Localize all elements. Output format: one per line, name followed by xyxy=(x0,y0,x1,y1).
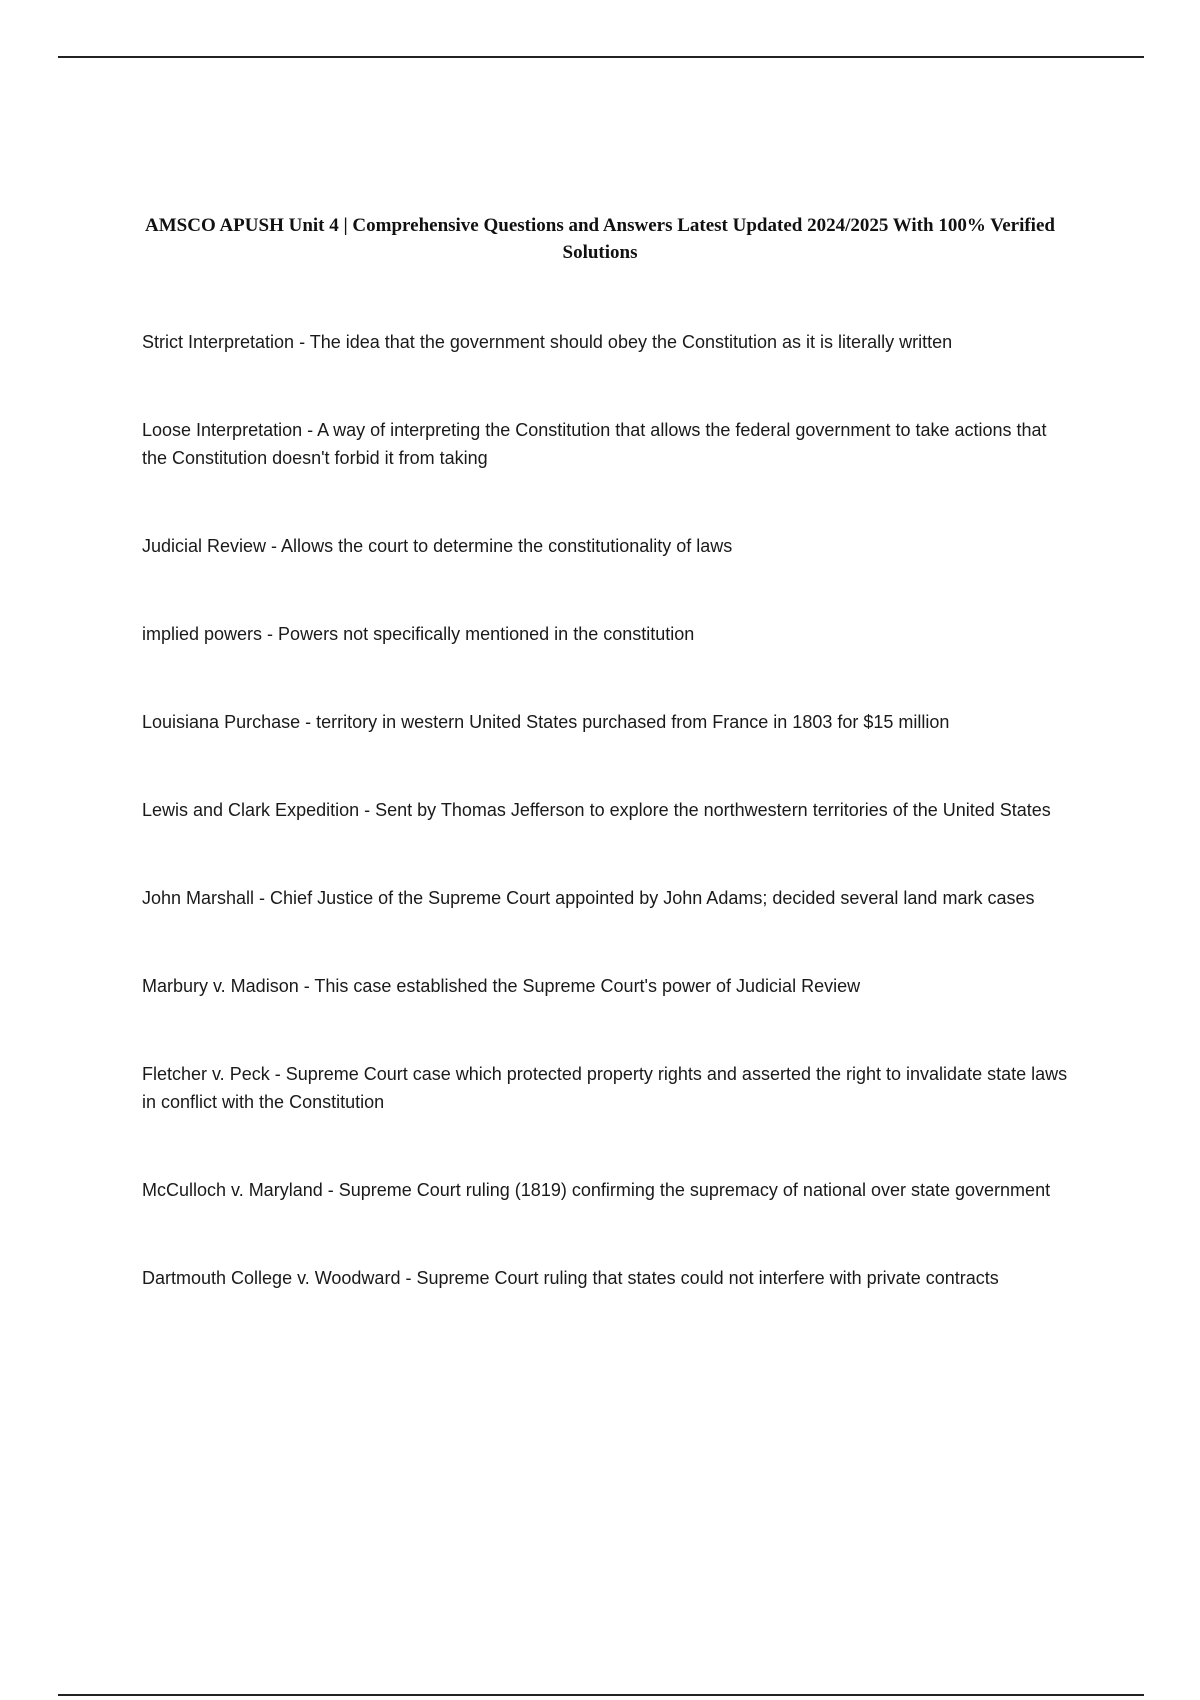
flashcard-entry: Fletcher v. Peck - Supreme Court case which protected property rights and asserted the right to invalidate state laws in conflict with the Constitution xyxy=(142,1064,1068,1112)
top-divider xyxy=(58,56,1144,58)
flashcard-entry: Louisiana Purchase - territory in western United States purchased from France in 1803 for $15 million xyxy=(142,712,950,732)
flashcard-entry: Judicial Review - Allows the court to determine the constitutionality of laws xyxy=(142,536,733,556)
flashcard-entry: Loose Interpretation - A way of interpreting the Constitution that allows the federal government to take actions that the Constitution doesn't forbid it from taking xyxy=(142,420,1047,468)
flashcard-entry: McCulloch v. Maryland - Supreme Court ruling (1819) confirming the supremacy of national over state government xyxy=(142,1180,1051,1200)
flashcard-entry: implied powers - Powers not specifically mentioned in the constitution xyxy=(142,624,695,644)
flashcard-entry: John Marshall - Chief Justice of the Supreme Court appointed by John Adams; decided several land mark cases xyxy=(142,888,1035,908)
flashcard-list xyxy=(142,328,1072,1352)
flashcard-entry: Dartmouth College v. Woodward - Supreme Court ruling that states could not interfere with private contracts xyxy=(142,1268,999,1288)
document-title: AMSCO APUSH Unit 4 | Comprehensive Questions and Answers Latest Updated 2024/2025 With 100% Verified Solutions xyxy=(145,215,1055,263)
flashcard-entry: Marbury v. Madison - This case established the Supreme Court's power of Judicial Review xyxy=(142,976,861,996)
flashcard-entry: Lewis and Clark Expedition - Sent by Thomas Jefferson to explore the northwestern territories of the United States xyxy=(142,800,1051,820)
flashcard-entry: Strict Interpretation - The idea that the government should obey the Constitution as it is literally written xyxy=(142,332,953,352)
bottom-divider xyxy=(58,1694,1144,1696)
